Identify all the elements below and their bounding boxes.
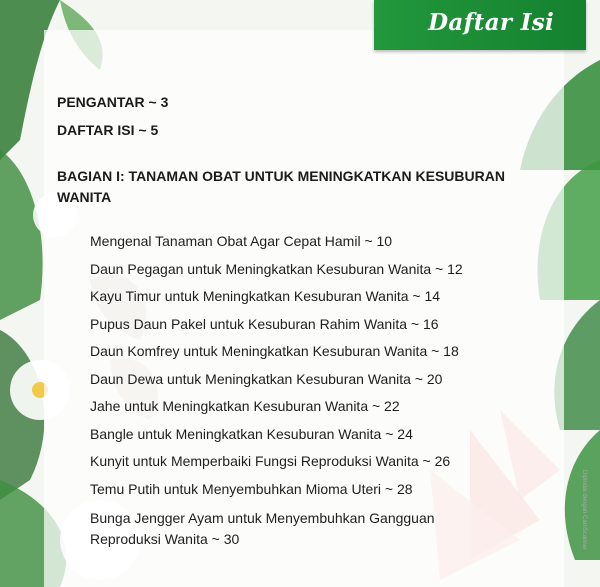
toc-entry: Bunga Jengger Ayam untuk Menyembuhkan Gangguan Reproduksi Wanita ~ 30 xyxy=(90,510,435,547)
content-panel xyxy=(44,30,564,587)
header-banner xyxy=(374,0,586,50)
toc-entry: Jahe untuk Meningkatkan Kesuburan Wanita ~ 22 xyxy=(90,398,400,414)
toc-front-item-contents: DAFTAR ISI ~ 5 xyxy=(57,122,159,138)
section-heading: BAGIAN I: TANAMAN OBAT UNTUK MENINGKATKAN KESUBURAN WANITA xyxy=(57,168,505,205)
toc-entry: Pupus Daun Pakel untuk Kesuburan Rahim Wanita ~ 16 xyxy=(90,316,439,332)
toc-entry: Daun Komfrey untuk Meningkatkan Kesuburan Wanita ~ 18 xyxy=(90,343,459,359)
toc-entry: Temu Putih untuk Menyembuhkan Mioma Uteri ~ 28 xyxy=(90,481,413,497)
toc-entry: Bangle untuk Meningkatkan Kesuburan Wanita ~ 24 xyxy=(90,426,413,442)
toc-entry: Kayu Timur untuk Meningkatkan Kesuburan Wanita ~ 14 xyxy=(90,288,441,304)
toc-entry: Daun Dewa untuk Meningkatkan Kesuburan Wanita ~ 20 xyxy=(90,371,443,387)
toc-entry: Daun Pegagan untuk Meningkatkan Kesuburan Wanita ~ 12 xyxy=(90,261,463,277)
scanner-watermark: Dipindai dengan CamScanner xyxy=(581,470,587,551)
page-title: Daftar Isi xyxy=(428,9,554,36)
toc-entry: Mengenal Tanaman Obat Agar Cepat Hamil ~ 10 xyxy=(90,233,393,249)
toc-front-item-preface: PENGANTAR ~ 3 xyxy=(57,94,169,110)
toc-entry: Kunyit untuk Memperbaiki Fungsi Reproduksi Wanita ~ 26 xyxy=(90,453,451,469)
